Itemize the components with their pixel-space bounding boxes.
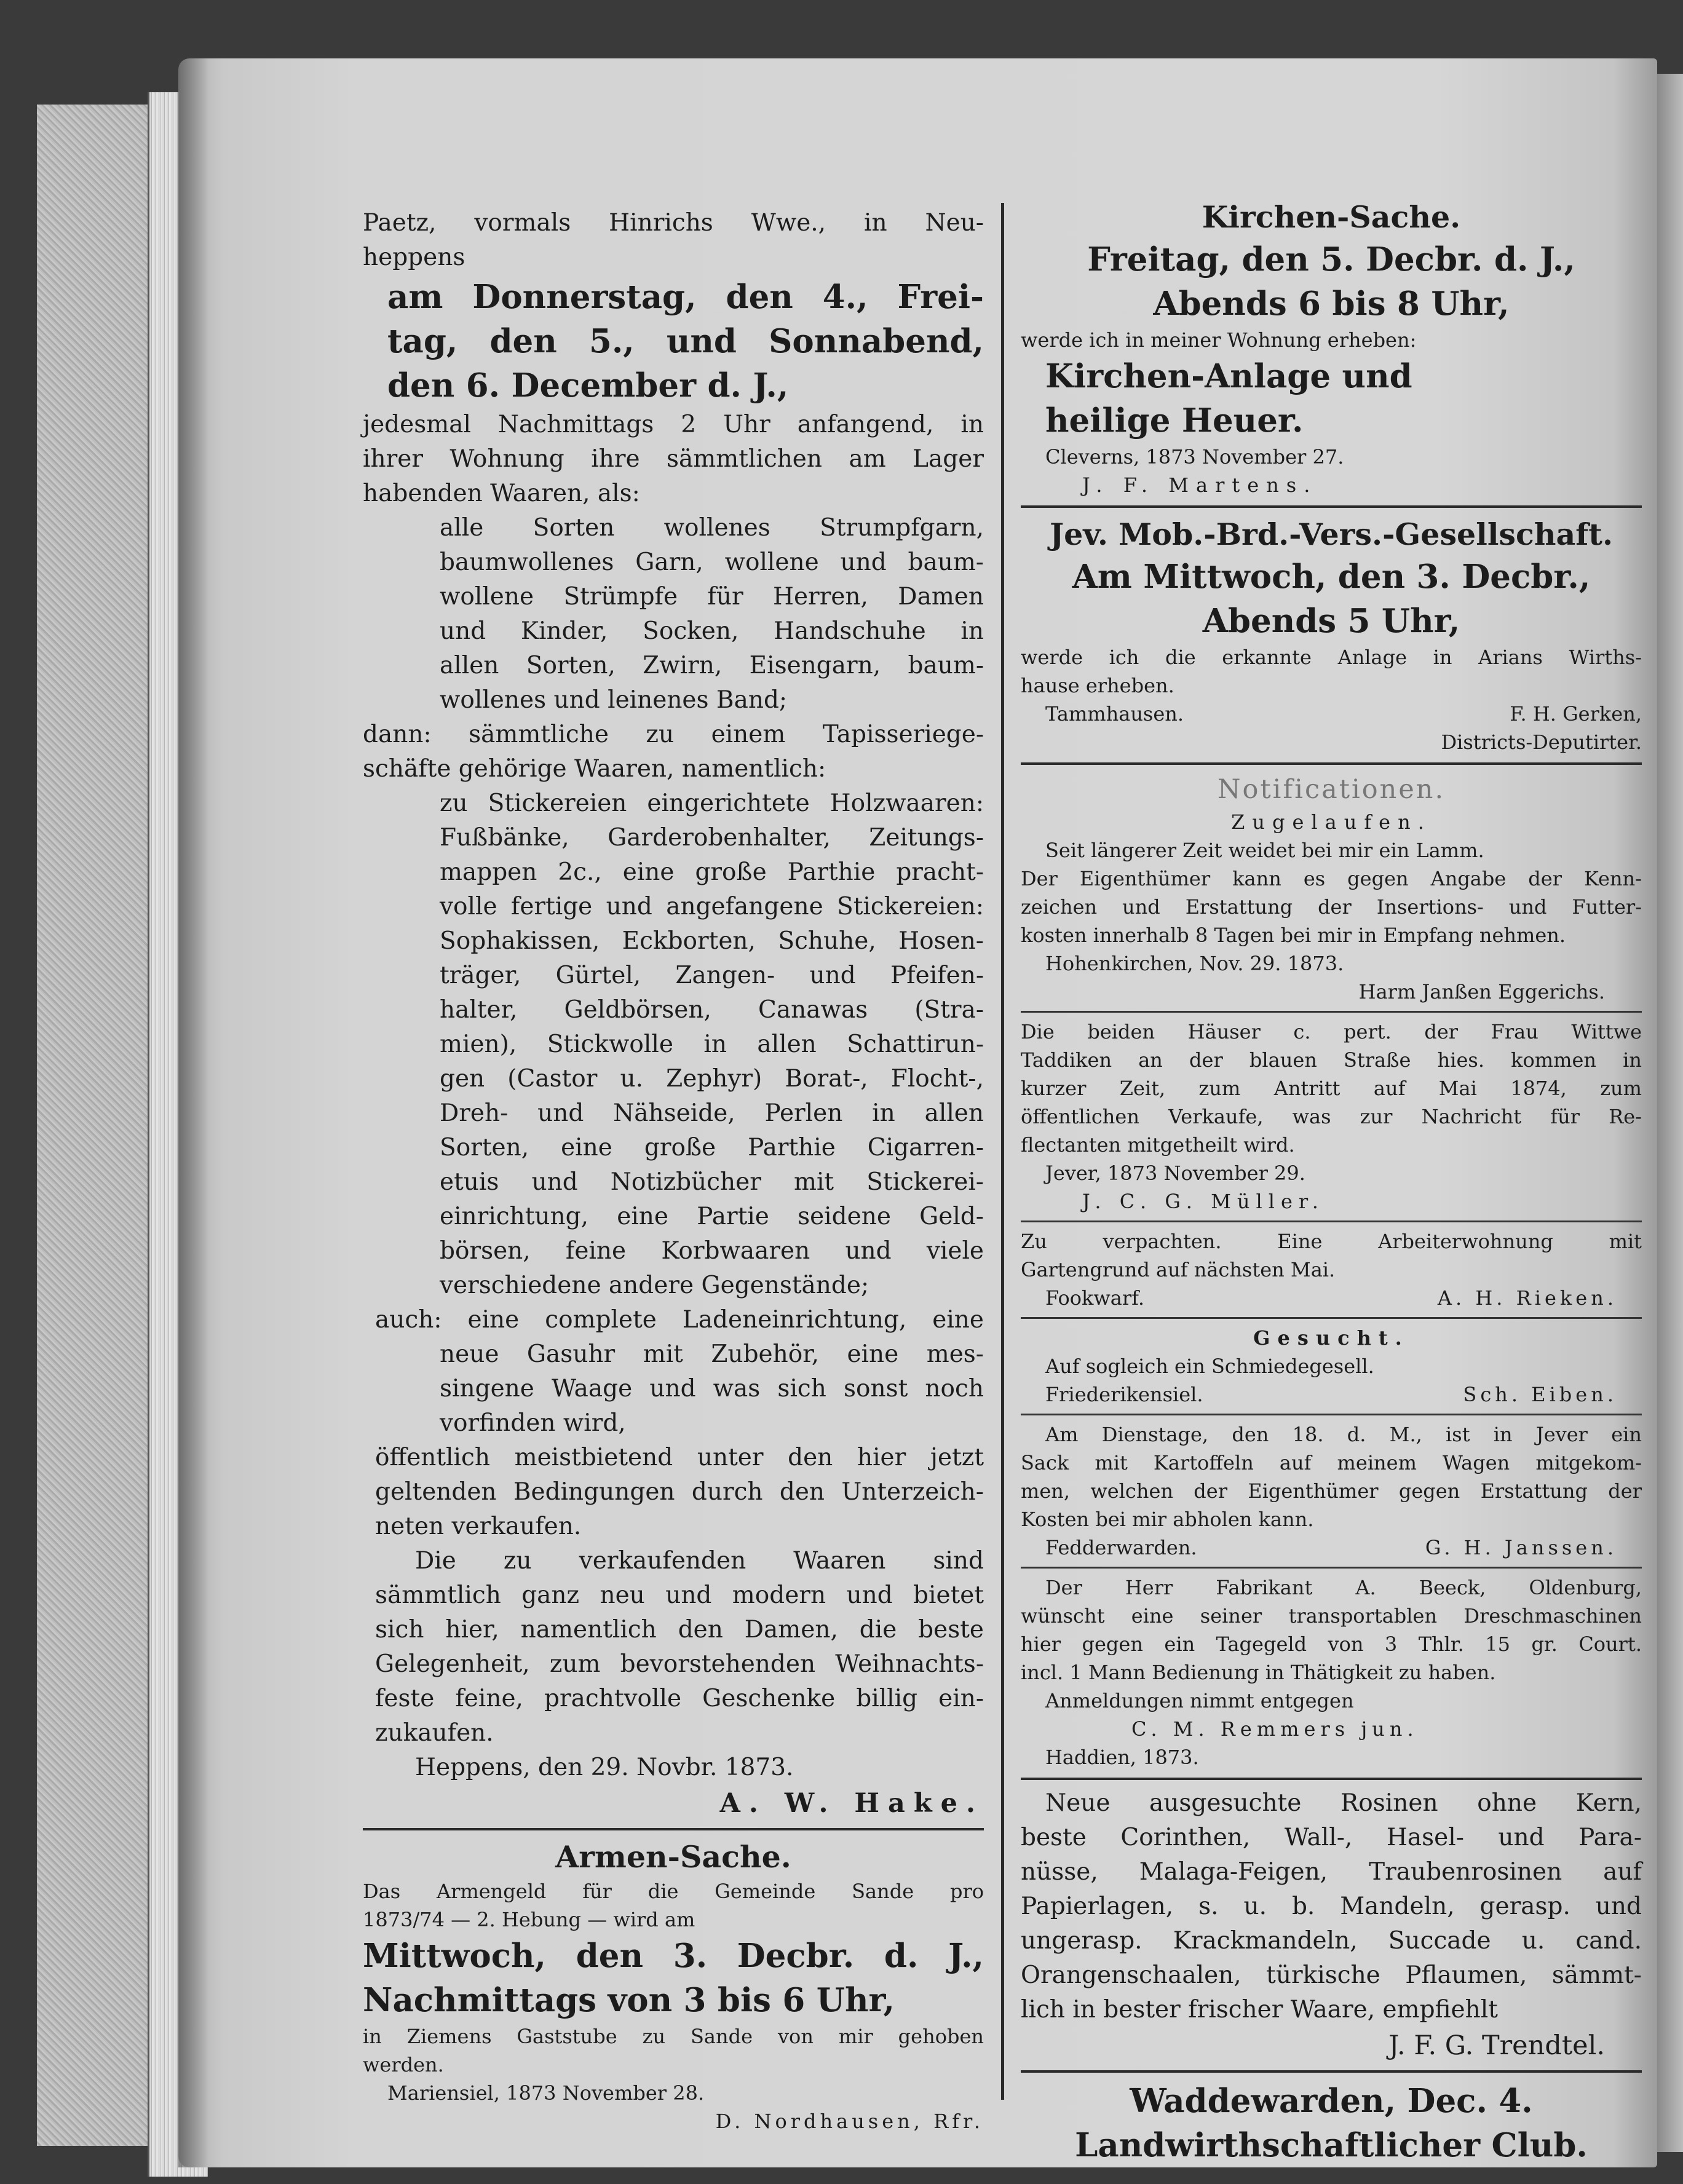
list-line: börsen, feine Korbwaaren und viele: [440, 1237, 984, 1265]
goods-advert: [1021, 1786, 1642, 2064]
text-line: Neue ausgesuchte Rosinen ohne Kern,: [1045, 1789, 1642, 1817]
list-line: verschiedene andere Gegenstände;: [440, 1272, 869, 1299]
text-line: Gelegenheit, zum bevorstehenden Weihnachts-: [375, 1650, 984, 1678]
text-line: 1873/74 — 2. Hebung — wird am: [363, 1908, 695, 1931]
text-line: werde ich die erkannte Anlage in Arians Wirths-: [1021, 646, 1642, 669]
text-line: Die zu verkaufenden Waaren sind: [415, 1547, 984, 1575]
signature: A. H. Rieken.: [1437, 1286, 1617, 1310]
text-line: zukaufen.: [375, 1719, 494, 1747]
text-line: men, welchen der Eigenthümer gegen Erstattung der: [1021, 1479, 1642, 1503]
text-line: öffentlich meistbietend unter den hier jetzt: [375, 1444, 984, 1471]
list-line: Sorten, eine große Parthie Cigarren-: [440, 1134, 984, 1161]
signature: F. H. Gerken,: [1510, 702, 1642, 726]
list-line: volle fertige und angefangene Stickereien:: [440, 893, 984, 920]
list-line: zu Stickereien eingerichtete Holzwaaren:: [440, 789, 984, 817]
date-heading: Abends 6 bis 8 Uhr,: [1153, 285, 1510, 323]
text-line: dann: sämmtliche zu einem Tapisseriege-: [363, 721, 984, 748]
text-line: Auf sogleich ein Schmiedegesell.: [1045, 1355, 1374, 1378]
signature: D. Nordhausen, Rfr.: [715, 2110, 984, 2133]
dateline: Haddien, 1873.: [1045, 1746, 1199, 1769]
club-notice: [1021, 2079, 1642, 2167]
text-line: incl. 1 Mann Bedienung in Thätigkeit zu haben.: [1021, 1661, 1496, 1684]
spine-shadow: [178, 58, 209, 2167]
text-line: sämmtlich ganz neu und modern und bietet: [375, 1581, 984, 1609]
dateline: Cleverns, 1873 November 27.: [1045, 445, 1344, 469]
left-column: [363, 206, 984, 2135]
date-heading: Abends 5 Uhr,: [1202, 602, 1460, 640]
text-line: wünscht eine seiner transportablen Dreschmaschinen: [1021, 1604, 1642, 1628]
signature: J. F. G. Trendtel.: [1388, 2030, 1605, 2061]
text-line: Paetz, vormals Hinrichs Wwe., in Neu-: [363, 209, 984, 237]
text-line: Anmeldungen nimmt entgegen: [1045, 1689, 1354, 1712]
divider: [1021, 1011, 1642, 1013]
signature: J. C. G. Müller.: [1082, 1190, 1325, 1213]
notice-title: Gesucht.: [1253, 1326, 1409, 1350]
list-line: alle Sorten wollenes Strumpfgarn,: [440, 514, 984, 542]
notice-title: Armen-Sache.: [555, 1839, 791, 1875]
dateline: Hohenkirchen, Nov. 29. 1873.: [1045, 952, 1344, 975]
text-line: zeichen und Erstattung der Insertions- und Futter-: [1021, 895, 1642, 919]
date-heading: den 6. December d. J.,: [387, 366, 789, 405]
text-line: geltenden Bedingungen durch den Unterzeich-: [375, 1478, 984, 1506]
dateline: Heppens, den 29. Novbr. 1873.: [415, 1754, 794, 1781]
text-line: beste Corinthen, Wall-, Hasel- und Para-: [1021, 1824, 1642, 1851]
text-line: öffentlichen Verkaufe, was zur Nachricht für Re-: [1021, 1105, 1642, 1128]
notice-title: Zugelaufen.: [1231, 810, 1432, 834]
text-line: flectanten mitgetheilt wird.: [1021, 1133, 1295, 1157]
text-line: auch: eine complete Ladeneinrichtung, eine: [375, 1306, 984, 1334]
list-line: Sophakissen, Eckborten, Schuhe, Hosen-: [440, 927, 984, 955]
list-line: vorfinden wird,: [440, 1409, 626, 1437]
text-line: Der Eigenthümer kann es gegen Angabe der Kenn-: [1021, 867, 1642, 890]
text-line: neten verkaufen.: [375, 1513, 582, 1540]
item-heading: heilige Heuer.: [1045, 402, 1304, 440]
notice-title: Jev. Mob.-Brd.-Vers.-Gesellschaft.: [1050, 516, 1613, 552]
list-line: mappen 2c., eine große Parthie pracht-: [440, 858, 984, 886]
text-line: Die beiden Häuser c. pert. der Frau Wittwe: [1021, 1020, 1642, 1043]
place: Fookwarf.: [1045, 1286, 1145, 1310]
list-line: Dreh- und Nähseide, Perlen in allen: [440, 1099, 984, 1127]
item-heading: Kirchen-Anlage und: [1045, 357, 1412, 395]
text-line: hause erheben.: [1021, 674, 1174, 697]
insurance-notice: [1021, 514, 1642, 756]
divider: [1021, 1778, 1642, 1780]
text-line: schäfte gehörige Waaren, namentlich:: [363, 755, 826, 783]
signature-row: [1021, 1380, 1642, 1409]
text-line: ungerasp. Krackmandeln, Succade u. cand.: [1021, 1927, 1642, 1955]
list-line: träger, Gürtel, Zangen- und Pfeifen-: [440, 962, 984, 989]
text-line: Orangenschaalen, türkische Pflaumen, sämmt-: [1021, 1961, 1642, 1989]
text-line: kurzer Zeit, zum Antritt auf Mai 1874, zum: [1021, 1077, 1642, 1100]
text-line: ihrer Wohnung ihre sämmtlichen am Lager: [363, 445, 984, 473]
text-line: Seit längerer Zeit weidet bei mir ein Lamm.: [1045, 839, 1484, 862]
text-line: heppens: [363, 243, 465, 271]
divider: [1021, 1221, 1642, 1222]
section-header: Notificationen.: [1217, 774, 1446, 805]
list-line: und Kinder, Socken, Handschuhe in: [440, 617, 984, 645]
text-line: in Ziemens Gaststube zu Sande von mir gehoben: [363, 2025, 984, 2048]
dateline: Jever, 1873 November 29.: [1045, 1161, 1305, 1185]
signature: Harm Janßen Eggerichs.: [1358, 980, 1605, 1003]
text-line: Zu verpachten. Eine Arbeiterwohnung mit: [1021, 1230, 1642, 1253]
date-heading: Am Mittwoch, den 3. Decbr.,: [1072, 558, 1591, 596]
signature-row: [1021, 1533, 1642, 1562]
list-line: Fußbänke, Garderobenhalter, Zeitungs-: [440, 824, 984, 852]
notice-heading: Landwirthschaftlicher Club.: [1075, 2126, 1588, 2164]
notifications-section: [1021, 771, 1642, 1771]
column-divider: [1001, 203, 1004, 2100]
dateline: Mariensiel, 1873 November 28.: [387, 2081, 705, 2105]
list-line: einrichtung, eine Partie seidene Geld-: [440, 1203, 984, 1230]
text-line: lich in bester frischer Waare, empfiehlt: [1021, 1996, 1498, 2024]
text-line: werde ich in meiner Wohnung erheben:: [1021, 328, 1417, 352]
signature: C. M. Remmers jun.: [1131, 1717, 1419, 1741]
list-line: wollene Strümpfe für Herren, Damen: [440, 583, 984, 611]
text-line: Papierlagen, s. u. b. Mandeln, gerasp. und: [1021, 1893, 1642, 1920]
text-line: Taddiken an der blauen Straße hies. kommen in: [1021, 1048, 1642, 1072]
text-line: Das Armengeld für die Gemeinde Sande pro: [363, 1880, 984, 1903]
signature: Sch. Eiben.: [1463, 1383, 1617, 1406]
signature-row: [1021, 700, 1642, 728]
place: Friederikensiel.: [1045, 1383, 1203, 1406]
right-column: [1021, 197, 1642, 2167]
signature-title: Districts-Deputirter.: [1441, 730, 1642, 754]
list-line: neue Gasuhr mit Zubehör, eine mes-: [440, 1340, 984, 1368]
divider: [1021, 1567, 1642, 1569]
list-line: baumwollenes Garn, wollene und baum-: [440, 548, 984, 576]
text-line: jedesmal Nachmittags 2 Uhr anfangend, in: [363, 411, 984, 438]
text-line: hier gegen ein Tagegeld von 3 Thlr. 15 gr. Court.: [1021, 1632, 1642, 1656]
text-line: Gartengrund auf nächsten Mai.: [1021, 1258, 1336, 1281]
signature: G. H. Janssen.: [1425, 1536, 1617, 1559]
signature: A. W. Hake.: [719, 1788, 984, 1819]
text-line: feste feine, prachtvolle Geschenke billig ein-: [375, 1685, 984, 1712]
place: Tammhausen.: [1045, 702, 1184, 726]
list-line: mien), Stickwolle in allen Schattirun-: [440, 1031, 984, 1058]
text-line: werden.: [363, 2053, 444, 2076]
signature-row: [1021, 1284, 1642, 1312]
text-line: kosten innerhalb 8 Tagen bei mir in Empfang nehmen.: [1021, 924, 1566, 947]
text-line: nüsse, Malaga-Feigen, Traubenrosinen auf: [1021, 1858, 1642, 1886]
divider: [1021, 1414, 1642, 1415]
text-line: Sack mit Kartoffeln auf meinem Wagen mitgekom-: [1021, 1451, 1642, 1474]
poor-relief-notice: [363, 1837, 984, 2135]
signature: J. F. Martens.: [1082, 473, 1318, 497]
notice-heading: Waddewarden, Dec. 4.: [1130, 2082, 1533, 2120]
church-notice: [1021, 197, 1642, 499]
divider: [363, 1828, 984, 1830]
text-line: habenden Waaren, als:: [363, 480, 640, 507]
list-line: gen (Castor u. Zephyr) Borat-, Flocht-,: [440, 1065, 984, 1093]
date-heading: Nachmittags von 3 bis 6 Uhr,: [363, 1981, 895, 2019]
text-line: Der Herr Fabrikant A. Beeck, Oldenburg,: [1045, 1576, 1642, 1599]
date-heading: Mittwoch, den 3. Decbr. d. J.,: [363, 1937, 984, 1975]
list-line: allen Sorten, Zwirn, Eisengarn, baum-: [440, 652, 984, 679]
list-line: etuis und Notizbücher mit Stickerei-: [440, 1168, 984, 1196]
divider: [1021, 505, 1642, 508]
notice-title: Kirchen-Sache.: [1202, 199, 1461, 235]
divider: [1021, 762, 1642, 765]
text-line: sich hier, namentlich den Damen, die beste: [375, 1616, 984, 1644]
text-line: Kosten bei mir abholen kann.: [1021, 1508, 1314, 1531]
divider: [1021, 1317, 1642, 1319]
text-line: Am Dienstage, den 18. d. M., ist in Jever ein: [1045, 1423, 1642, 1446]
next-page-edge: [1657, 74, 1683, 2152]
date-heading: am Donnerstag, den 4., Frei-: [387, 278, 984, 316]
place: Fedderwarden.: [1045, 1536, 1197, 1559]
date-heading: tag, den 5., und Sonnabend,: [387, 322, 984, 360]
list-line: wollenes und leinenes Band;: [440, 686, 788, 714]
date-heading: Freitag, den 5. Decbr. d. J.,: [1087, 240, 1575, 279]
sale-notice-hake: [363, 206, 984, 1822]
list-line: halter, Geldbörsen, Canawas (Stra-: [440, 996, 984, 1024]
list-line: singene Waage und was sich sonst noch: [440, 1375, 984, 1403]
divider: [1021, 2070, 1642, 2073]
